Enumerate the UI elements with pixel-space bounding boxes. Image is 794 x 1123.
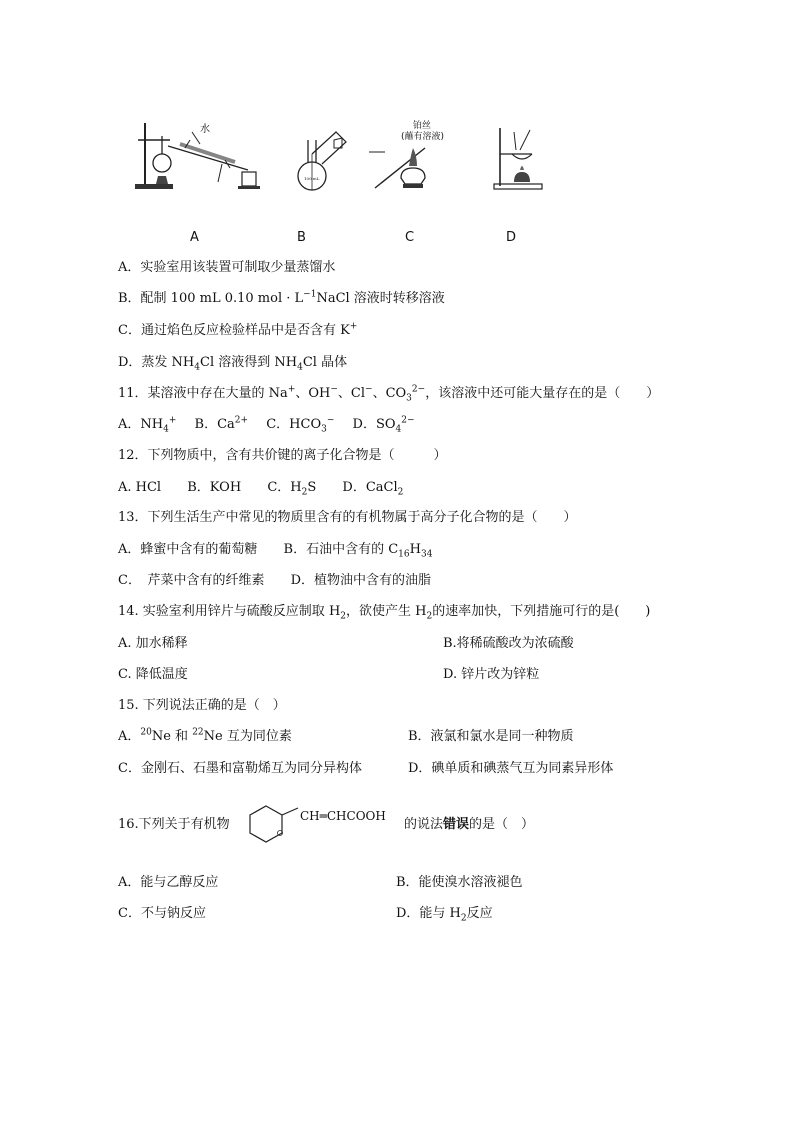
q16-structure-formula: CH═CHCOOH [300,809,386,823]
q13-option-d: D．植物油中含有的油脂 [290,573,432,588]
q10-option-c: C．通过焰色反应检验样品中是否含有 K+ [118,321,358,338]
q13-option-a: A．蜂蜜中含有的葡萄糖 [118,542,258,557]
q12-option-d: D．CaCl$_2$ [342,480,404,498]
evaporation-figure [490,124,550,194]
q16-stem-suffix: 的说法错误的是（ ） [404,817,535,832]
platinum-wire-label: 铂丝 [413,121,432,131]
q16-option-b: B．能使溴水溶液褪色 [396,875,523,890]
q16-option-c: C．不与钠反应 [118,906,206,921]
water-label: 水 [200,124,210,135]
q12-option-a: A. HCl [118,480,162,495]
q13-option-b: B．石油中含有的 $C_{16}H_{34}$ [283,542,433,560]
q11-options [118,417,415,433]
q15-option-d: D．碘单质和碘蒸气互为同素异形体 [408,761,614,776]
q16-option-d: D．能与 $H_2$反应 [396,906,493,924]
q16-option-a: A．能与乙醇反应 [118,875,219,890]
distillation-apparatus-figure [130,118,265,193]
q12-option-c: C．$H_2S$ [267,480,317,498]
q14-option-a: A. 加水稀释 [118,636,188,651]
q14-option-b: B.将稀硫酸改为浓硫酸 [443,636,574,651]
q10-option-d: D．蒸发 $NH_4Cl$ 溶液得到 $NH_4Cl$ 晶体 [118,355,348,373]
q11-option-d: D．$SO_4^{2-}$ [352,415,415,435]
q12-options [118,480,403,496]
q14-option-d: D. 锌片改为锌粒 [443,667,540,682]
svg-text:100 mL: 100 mL [304,176,320,181]
q12-stem: 12．下列物质中，含有共价键的离子化合物是（ ） [118,448,447,463]
q15-option-c: C．金刚石、石墨和富勒烯互为同分异构体 [118,761,362,776]
q10-option-b: B．配制 100 mL 0.10 mol · $L^{-1}NaCl$ 溶液时转移溶液 [118,289,445,306]
q16-stem-prefix: 16.下列关于有机物 [118,817,230,832]
dipped-solution-label: (蘸有溶液) [401,132,445,142]
solution-transfer-figure [290,124,350,196]
q10-option-a: A．实验室用该装置可制取少量蒸馏水 [118,260,336,275]
q13-option-c: C． 芹菜中含有的纤维素 [118,573,265,588]
q11-option-a: A．$NH_4^+$ [118,415,177,435]
q15-option-a: A．$^{20}$Ne 和 $^{22}$Ne 互为同位素 [118,727,292,744]
q15-option-b: B．液氯和氯水是同一种物质 [408,729,574,744]
cinnamic-acid-structure [244,800,300,846]
q11-option-c: C．$HCO_3^-$ [266,415,335,435]
q13-options-row2 [118,573,431,589]
q16-emphasis-wrong: 错误 [443,817,470,832]
figure-label-d: D [506,230,517,245]
q15-stem: 15. 下列说法正确的是（ ） [118,698,286,713]
q12-option-b: B．KOH [187,480,242,495]
flame-test-figure [365,118,455,194]
q14-option-c: C. 降低温度 [118,667,188,682]
q11-stem: 11．某溶液中存在大量的 Na+、OH−、Cl−、$CO_3^{2-}$，该溶液中还可能大量存在的是（ ） [118,384,660,404]
q13-options-row1 [118,542,432,558]
figure-label-a: A [190,230,199,245]
q11-option-b: B．$Ca^{2+}$ [194,415,249,432]
q14-stem: 14. 实验室利用锌片与硫酸反应制取 $H_2$，欲使产生 $H_2$的速率加快，下列措施可行的是( ) [118,604,651,622]
figure-label-b: B [297,230,306,245]
figure-label-c: C [405,230,415,245]
q13-stem: 13．下列生活生产中常见的物质里含有的有机物属于高分子化合物的是（ ） [118,510,577,525]
